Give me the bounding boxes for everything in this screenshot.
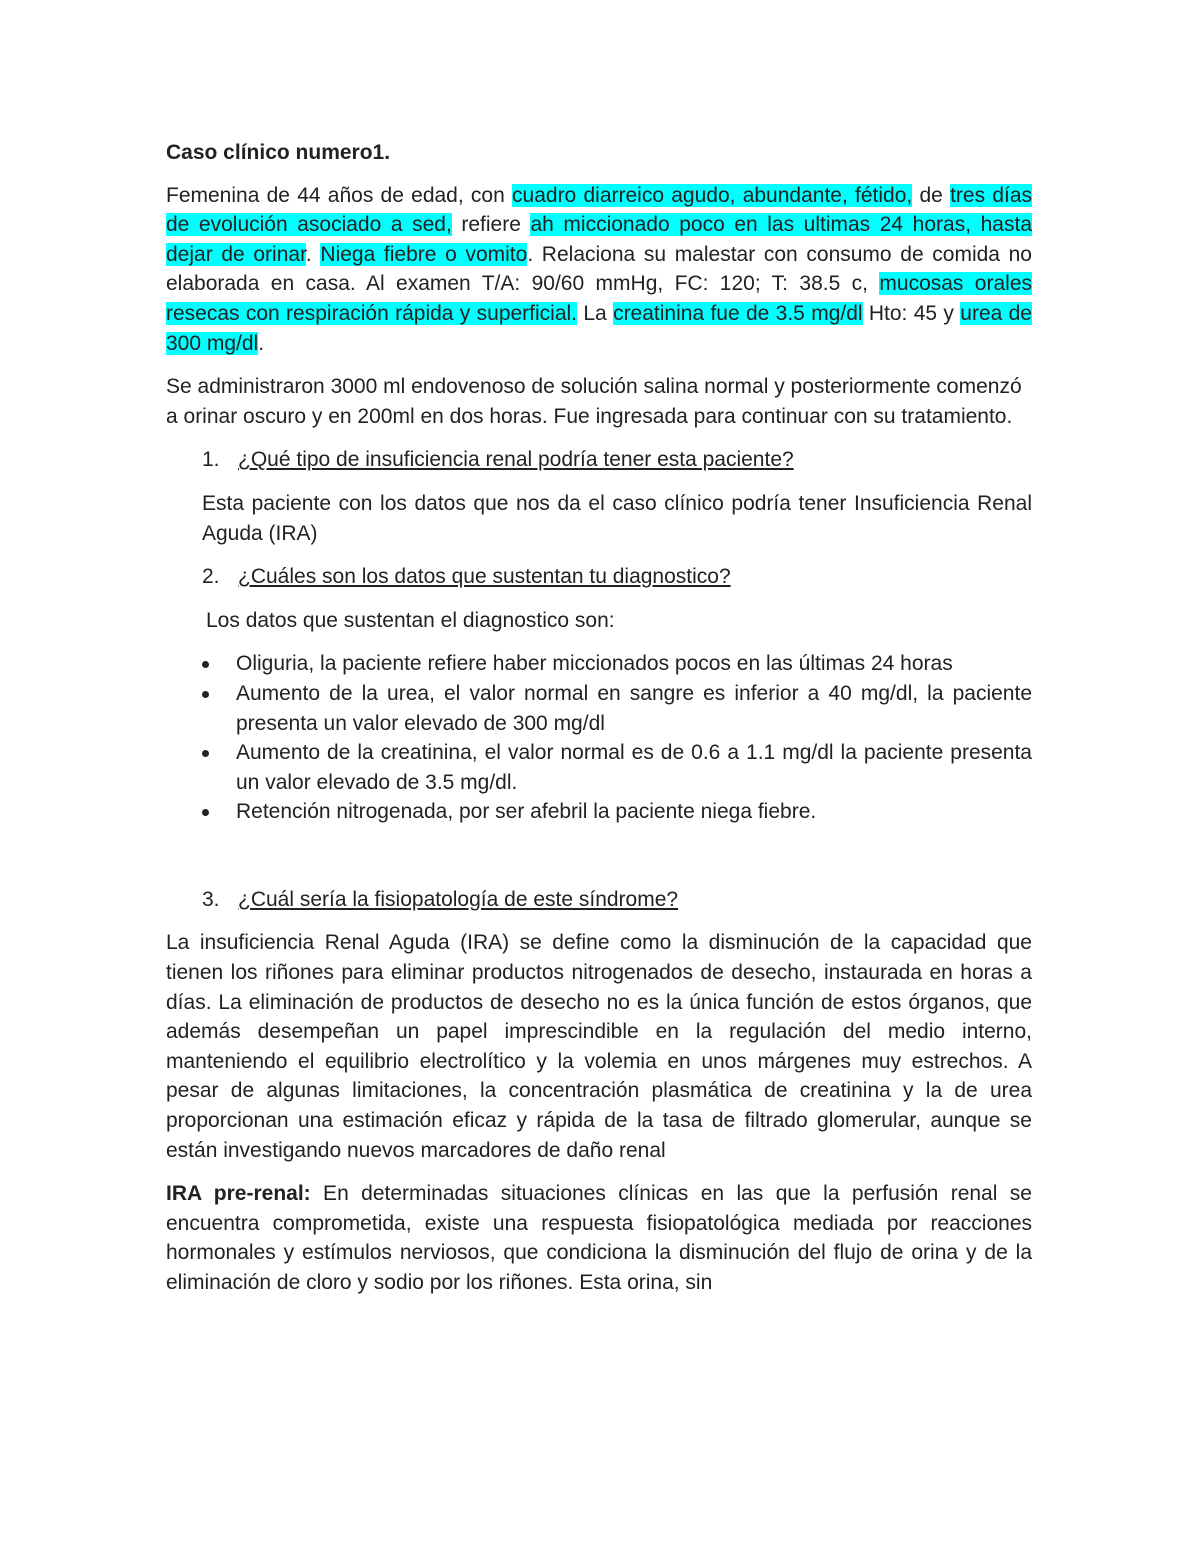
question-3 [166,885,1032,915]
list-item-text: Retención nitrogenada, por ser afebril la paciente niega fiebre. [236,800,817,824]
prerenal-paragraph [166,1179,1032,1297]
bullet-icon [166,797,236,827]
highlighted-text: creatinina fue de 3.5 mg/dl [613,301,863,325]
answer-1: Esta paciente con los datos que nos da el caso clínico podría tener Insuficiencia Renal Aguda (IRA) [202,491,1032,545]
text-run: de [912,183,951,207]
list-item [166,797,1032,827]
highlighted-text: urea de 300 mg/dl [166,301,1032,355]
list-item-text: Aumento de la creatinina, el valor normal es de 0.6 a 1.1 mg/dl la paciente presenta un valor elevado de 3.5 mg/dl. [236,741,1032,794]
text-run: La [577,301,614,325]
prerenal-text: En determinadas situaciones clínicas en las que la perfusión renal se encuentra comprometida, existe una respuesta fisiopatológica mediada por reacciones hormonales y estímulos nerviosos, que condiciona la disminución del flujo de orina y de la eliminación de cloro y sodio por los riñones. Esta orina, sin [166,1182,1032,1294]
bullet-icon [166,679,236,738]
supporting-data-list [166,649,1032,827]
question-2 [166,562,1032,592]
question-text: ¿Qué tipo de insuficiencia renal podría tener esta paciente? [238,448,794,472]
bullet-icon [166,738,236,797]
question-1 [166,445,1032,475]
list-item-text: Oliguria, la paciente refiere haber miccionados pocos en las últimas 24 horas [236,652,953,676]
highlighted-text: mucosas orales resecas con respiración rápida y superficial. [166,272,1033,325]
text-run: refiere [451,213,531,237]
question-number: 1. [202,448,220,472]
case-paragraph [166,181,1032,359]
answer-2-intro: Los datos que sustentan el diagnostico son: [206,608,615,632]
text-run: . [258,331,265,355]
blank-line [166,827,1032,885]
question-text: ¿Cuáles son los datos que sustentan tu diagnostico? [238,565,731,589]
question-number: 3. [202,887,220,911]
list-item [166,679,1032,738]
document-title: Caso clínico numero1. [166,141,391,164]
bullet-icon [166,649,236,679]
highlighted-text: cuadro diarreico agudo, abundante, fétido, [512,183,913,207]
list-item [166,738,1032,797]
text-run: Hto: 45 y [862,301,961,325]
highlighted-text: tres días de evolución asociado a sed, [166,183,1033,237]
highlighted-text: ah miccionado poco en las ultimas 24 horas, hasta dejar de orinar [166,213,1032,266]
text-run: . Relaciona su malestar con consumo de comida no elaborada en casa. Al examen T/A: 90/60 mmHg, FC: 120; T: 38.5 c, [166,242,1032,296]
prerenal-label: IRA pre-renal: [166,1182,311,1206]
question-number: 2. [202,565,220,589]
document-page [166,138,1032,1298]
text-run: . [305,242,321,266]
highlighted-text: Niega fiebre o vomito [320,242,528,266]
list-item [166,649,1032,679]
text-run: Femenina de 44 años de edad, con [166,183,513,207]
list-item-text: Aumento de la urea, el valor normal en sangre es inferior a 40 mg/dl, la paciente presenta un valor elevado de 300 mg/dl [236,681,1032,735]
question-text: ¿Cuál sería la fisiopatología de este síndrome? [238,887,679,911]
treatment-paragraph: Se administraron 3000 ml endovenoso de solución salina normal y posteriormente comenzó a orinar oscuro y en 200ml en dos horas. Fue ingresada para continuar con su tratamiento. [166,375,1022,428]
pathophysiology-paragraph: La insuficiencia Renal Aguda (IRA) se define como la disminución de la capacidad que tienen los riñones para eliminar productos nitrogenados de desecho, instaurada en horas a días. La eliminación de productos de desecho no es la única función de estos órganos, que además desempeñan un papel imprescindible en la regulación del medio interno, manteniendo el equilibrio electrolítico y la volemia en unos márgenes muy estrechos. A pesar de algunas limitaciones, la concentración plasmática de creatinina y la de urea proporcionan una estimación eficaz y rápida de la tasa de filtrado glomerular, aunque se están investigando nuevos marcadores de daño renal [166,931,1032,1162]
